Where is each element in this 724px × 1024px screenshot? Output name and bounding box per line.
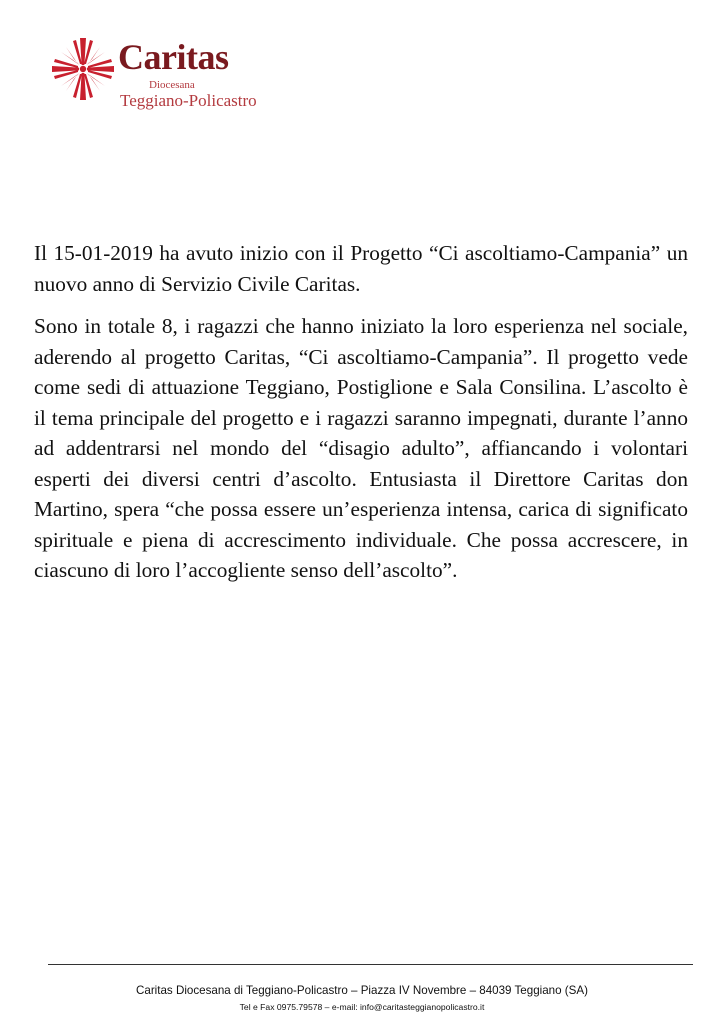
caritas-logo (52, 36, 262, 116)
logo-place: Teggiano-Policastro (120, 91, 257, 110)
document-body (34, 238, 688, 598)
logo-subtitle: Diocesana (149, 79, 195, 91)
footer-contacts: Tel e Fax 0975.79578 – e-mail: info@caritasteggianopolicastro.it (239, 1002, 485, 1012)
caritas-cross-icon (52, 38, 114, 100)
paragraph-intro: Il 15-01-2019 ha avuto inizio con il Progetto “Ci ascoltiamo-Campania” un nuovo anno di Servizio Civile Caritas. (34, 241, 688, 296)
logo-wordmark: Caritas (118, 37, 229, 77)
footer-divider (48, 964, 693, 965)
footer-address: Caritas Diocesana di Teggiano-Policastro – Piazza IV Novembre – 84039 Teggiano (SA) (136, 984, 588, 997)
paragraph-main: Sono in totale 8, i ragazzi che hanno iniziato la loro esperienza nel sociale, aderendo al progetto Caritas, “Ci ascoltiamo-Campania”. Il progetto vede come sedi di attuazione Teggiano, Postiglione e Sala Consilina. L’ascolto è il tema principale del progetto e i ragazzi saranno impegnati, durante l’anno ad addentrarsi nel mondo del “disagio adulto”, affiancando i volontari esperti dei diversi centri d’ascolto. Entusiasta il Direttore Caritas don Martino, spera “che possa essere un’esperienza intensa, carica di significato spirituale e piena di accrescimento individuale. Che possa accrescere, in ciascuno di loro l’accogliente senso dell’ascolto”. (34, 314, 688, 582)
